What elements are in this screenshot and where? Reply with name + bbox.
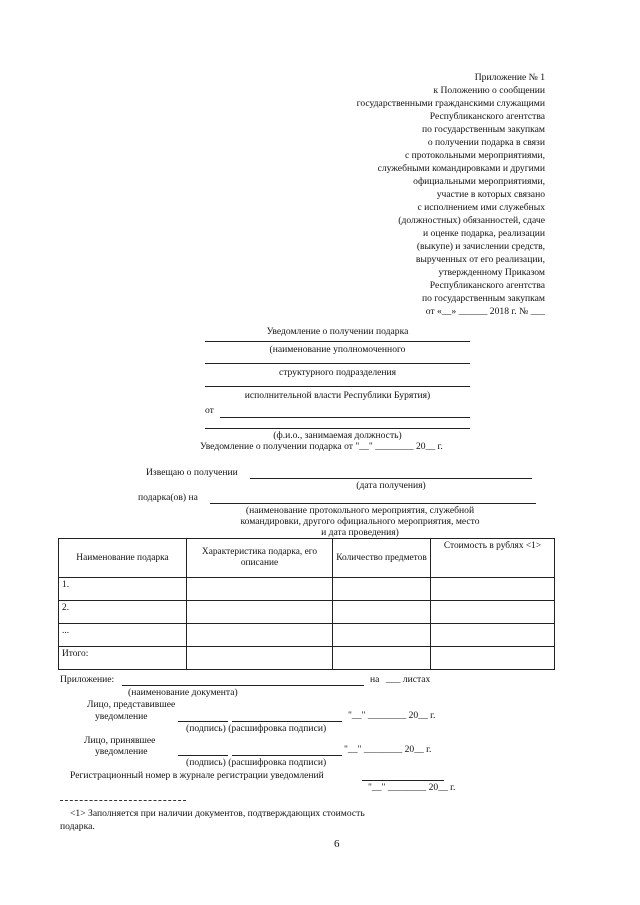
- hint-event-2: командировки, другого официального мероприятия, место: [240, 516, 480, 527]
- fio-line: [205, 428, 470, 429]
- table-total-row: [59, 647, 555, 670]
- appendix-line: Приложение № 1: [474, 72, 545, 83]
- table-cell[interactable]: [187, 578, 333, 601]
- appendix-line: к Положению о сообщении: [433, 85, 545, 96]
- table-row: [59, 601, 555, 624]
- table-row: [59, 578, 555, 601]
- presenter-name-line[interactable]: [232, 721, 342, 722]
- appendix-line: (выкупе) и зачислении средств,: [416, 241, 545, 252]
- presenter-date: "__" ________ 20__ г.: [348, 710, 436, 721]
- table-cell[interactable]: [333, 578, 431, 601]
- hint-event-1: (наименование протокольного мероприятия, служебной: [245, 505, 475, 516]
- appendix-line: служебными командировками и другими: [377, 163, 545, 174]
- from-line: [220, 417, 470, 418]
- appendix-line: (должностных) обязанностей, сдаче: [398, 215, 545, 226]
- appendix-line: по государственным закупкам: [421, 293, 545, 304]
- receiver-name-line[interactable]: [232, 755, 342, 756]
- footnote-text: <1> Заполняется при наличии документов, подтверждающих стоимость: [70, 808, 365, 819]
- gifts-table: [58, 538, 555, 670]
- event-line: [210, 503, 536, 504]
- appendix-line: с исполнением ими служебных: [417, 202, 545, 213]
- table-cell[interactable]: [431, 578, 555, 601]
- date-received-line: [250, 478, 532, 479]
- hint-org-2: структурного подразделения: [278, 367, 397, 378]
- attachment-line: [122, 685, 364, 686]
- hint-event-3: и дата проведения): [321, 527, 399, 538]
- col-header-description: Характеристика подарка, его описание: [187, 539, 333, 578]
- gift-on-label: подарка(ов) на: [138, 492, 198, 503]
- reg-number-line[interactable]: [362, 780, 444, 781]
- receiver-label-1: Лицо, принявшее: [84, 735, 156, 746]
- org-line-2: [205, 363, 470, 364]
- page-number: 6: [334, 838, 340, 850]
- table-cell[interactable]: [187, 624, 333, 647]
- attachment-label: Приложение:: [60, 674, 115, 685]
- appendix-line: участие в которых связано: [436, 189, 545, 200]
- row-label: 1.: [59, 578, 187, 601]
- org-line-3: [205, 386, 470, 387]
- document-title: Уведомление о получении подарка: [266, 326, 409, 337]
- hint-fio: (ф.и.о., занимаемая должность): [273, 430, 402, 441]
- appendix-line: утвержденному Приказом: [438, 267, 545, 278]
- table-cell[interactable]: [431, 624, 555, 647]
- receiver-date: "__" ________ 20__ г.: [344, 744, 432, 755]
- reg-label: Регистрационный номер в журнале регистрации уведомлений: [70, 770, 324, 781]
- appendix-line: с протокольными мероприятиями,: [404, 150, 545, 161]
- presenter-label-2: уведомление: [95, 711, 148, 722]
- table-cell[interactable]: [333, 647, 431, 670]
- col-header-quantity: Количество предметов: [333, 539, 431, 578]
- table-cell[interactable]: [431, 647, 555, 670]
- receiver-sign-line[interactable]: [178, 755, 228, 756]
- appendix-line: от «__» ______ 2018 г. № ___: [425, 306, 545, 317]
- col-header-cost: Стоимость в рублях <1>: [431, 539, 555, 578]
- presenter-sign-line[interactable]: [178, 721, 228, 722]
- hint-doc: (наименование документа): [128, 687, 238, 698]
- table-cell[interactable]: [431, 601, 555, 624]
- appendix-line: о получении подарка в связи: [427, 137, 545, 148]
- table-cell[interactable]: [333, 601, 431, 624]
- receiver-label-2: уведомление: [95, 746, 148, 757]
- appendix-line: государственными гражданскими служащими: [356, 98, 545, 109]
- table-header-row: [59, 539, 555, 578]
- footnote-text-cont: подарка.: [60, 821, 95, 832]
- appendix-line: и оценке подарка, реализации: [423, 228, 545, 239]
- table-cell[interactable]: [187, 647, 333, 670]
- notice-date: Уведомление о получении подарка от "__" ________ 20__ г.: [200, 441, 443, 452]
- hint-date: (дата получения): [356, 480, 426, 491]
- table-row: [59, 624, 555, 647]
- from-label: от: [205, 405, 214, 416]
- row-label: ...: [59, 624, 187, 647]
- appendix-line: вырученных от его реализации,: [415, 254, 545, 265]
- hint-sign-2: (подпись) (расшифровка подписи): [186, 757, 327, 768]
- appendix-line: Республиканского агентства: [429, 280, 545, 291]
- footnote-separator: [60, 800, 186, 801]
- hint-sign-1: (подпись) (расшифровка подписи): [186, 723, 327, 734]
- hint-org-3: исполнительной власти Республики Бурятия): [244, 390, 431, 401]
- table-cell[interactable]: [333, 624, 431, 647]
- inform-label: Извещаю о получении: [146, 467, 238, 478]
- hint-org-1: (наименование уполномоченного: [269, 344, 406, 355]
- appendix-line: по государственным закупкам: [421, 124, 545, 135]
- appendix-line: официальными мероприятиями,: [413, 176, 545, 187]
- row-label-total: Итого:: [59, 647, 187, 670]
- sheets-label: ___ листах: [386, 674, 431, 685]
- table-cell[interactable]: [187, 601, 333, 624]
- col-header-name: Наименование подарка: [59, 539, 187, 578]
- on-label: на: [370, 674, 380, 685]
- presenter-label-1: Лицо, представившее: [87, 699, 176, 710]
- appendix-line: Республиканского агентства: [429, 111, 545, 122]
- row-label: 2.: [59, 601, 187, 624]
- org-line-1: [205, 341, 470, 342]
- reg-date: "__" ________ 20__ г.: [368, 782, 456, 793]
